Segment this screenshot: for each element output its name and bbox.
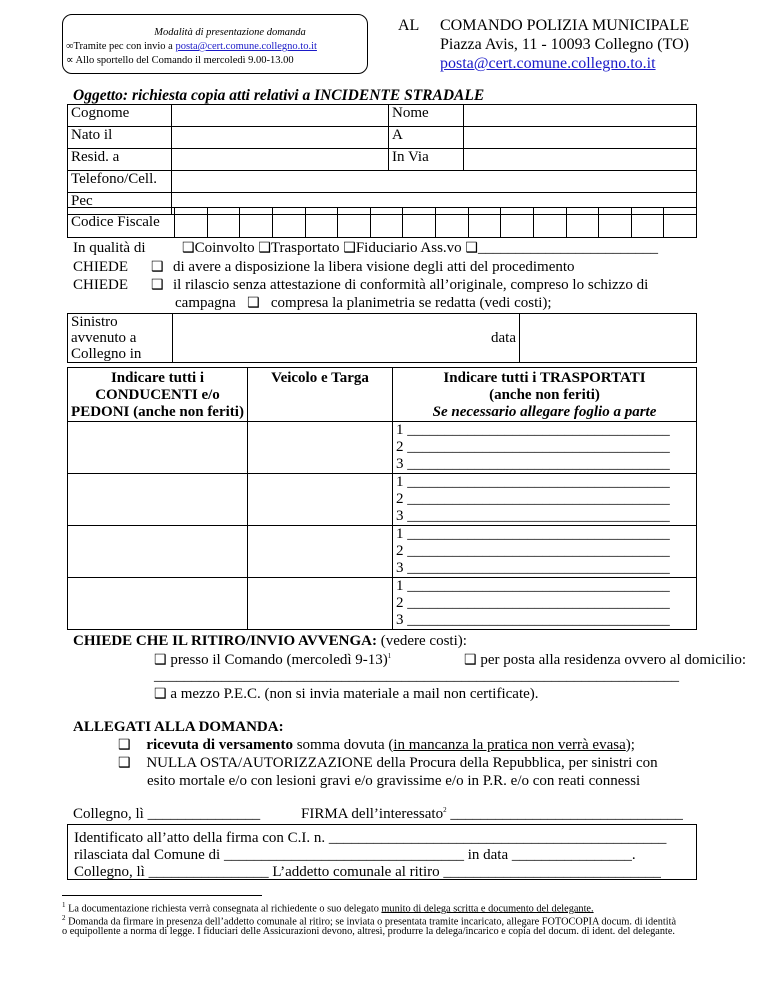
checkbox-icon[interactable]: ❑: [151, 278, 164, 293]
label-via: In Via: [389, 149, 464, 171]
resid-field[interactable]: [172, 149, 389, 171]
nato-field[interactable]: [172, 127, 389, 149]
checkbox-icon[interactable]: ❑: [182, 241, 195, 256]
cf-cell[interactable]: [272, 208, 305, 238]
cognome-field[interactable]: [172, 105, 389, 127]
label-codice-fiscale: Codice Fiscale: [68, 208, 175, 238]
ident-addetto-line[interactable]: Collegno, lì ________________ L’addetto comunale al ritiro _____________________________: [74, 864, 661, 880]
footnote-2: $^2$ Domanda da firmare in presenza dell’addetto comunale al ritiro; se inviata o presentata tramite incaricato, allegare FOTOCOPIA docum. di identità: [62, 914, 677, 928]
ritiro-title: CHIEDE CHE IL RITIRO/INVIO AVVENGA: (vedere costi):: [73, 633, 467, 649]
checkbox-icon[interactable]: ❑: [154, 687, 167, 702]
checkbox-icon[interactable]: ❑: [343, 241, 356, 256]
conducente-field[interactable]: [68, 474, 248, 526]
chiede-row-2b: [175, 295, 552, 312]
cf-cell[interactable]: [664, 208, 697, 238]
cf-cell[interactable]: [501, 208, 534, 238]
conducente-field[interactable]: [68, 578, 248, 630]
cf-cell[interactable]: [403, 208, 436, 238]
firma-interessato[interactable]: FIRMA dell’interessato$^2$ _______________________________: [301, 806, 683, 822]
ident-ci-line[interactable]: Identificato all’atto della firma con C.I. n. _____________________________________________: [74, 830, 667, 846]
recipient-name: COMANDO POLIZIA MUNICIPALE: [440, 17, 690, 34]
firma-luogo[interactable]: Collegno, lì _______________: [73, 806, 261, 822]
conducente-field[interactable]: [68, 422, 248, 474]
proportional-bullet-icon: ∝: [66, 55, 76, 66]
trasportati-lines[interactable]: 1 ___________________________________ 2 ___________________________________ 3 ___________________________________: [393, 526, 697, 578]
chiede-label: CHIEDE: [73, 259, 128, 275]
label-data: data: [491, 329, 516, 346]
ident-comune-line[interactable]: rilasciata dal Comune di ________________________________ in data ________________.: [74, 847, 636, 863]
chiede-row-1: [73, 259, 575, 276]
planimetria-text: compresa la planimetria se redatta (vedi costi);: [270, 295, 552, 311]
checkbox-icon[interactable]: ❑: [151, 260, 164, 275]
cf-cell[interactable]: [533, 208, 566, 238]
veicolo-field[interactable]: [248, 578, 393, 630]
nome-field[interactable]: [464, 105, 697, 127]
veicolo-field[interactable]: [248, 422, 393, 474]
veicolo-field[interactable]: [248, 474, 393, 526]
cf-cell[interactable]: [305, 208, 338, 238]
header-conducenti: Indicare tutti i CONDUCENTI e/o PEDONI (anche non feriti): [68, 368, 248, 422]
delivery-option-counter: Allo sportello del Comando il mercoledì 9.00-13.00: [75, 55, 294, 66]
label-nato: Nato il: [68, 127, 172, 149]
checkbox-icon[interactable]: ❑: [154, 653, 167, 668]
codice-fiscale-table: [67, 207, 697, 238]
cf-cell[interactable]: [370, 208, 403, 238]
chiede-label: CHIEDE: [73, 277, 128, 293]
footnote-2b: o equipollente a norma di legge. I fiduciari delle Assicurazioni devono, altresì, produrre la delega/incarico e copia del docum. di ident. del delegante.: [62, 926, 676, 937]
telefono-field[interactable]: [172, 171, 697, 193]
persone-coinvolte-table: [67, 367, 697, 630]
cf-cell[interactable]: [468, 208, 501, 238]
qualita-trasportato: Trasportato: [270, 240, 340, 256]
qualita-fiduciario: Fiduciario Ass.vo: [355, 240, 462, 256]
veicolo-field[interactable]: [248, 526, 393, 578]
allegati-item-2: ❑ NULLA OSTA/AUTORIZZAZIONE della Procura della Repubblica, per sinistri con: [118, 755, 658, 771]
ritiro-opt2: ❑ per posta alla residenza ovvero al domicilio:: [464, 652, 747, 668]
personal-data-table: [67, 104, 697, 215]
sinistro-label: Sinistro avvenuto a Collegno in: [68, 314, 173, 363]
label-cognome: Cognome: [68, 105, 172, 127]
sinistro-luogo-field[interactable]: [173, 314, 520, 363]
label-nome: Nome: [389, 105, 464, 127]
identificazione-box: [67, 824, 697, 880]
recipient-email-link[interactable]: posta@cert.comune.collegno.to.it: [440, 55, 656, 72]
footnote-1: $^1$ La documentazione richiesta verrà consegnata al richiedente o suo delegato munito di delega scritta e documento del delegante.: [62, 901, 594, 915]
via-field[interactable]: [464, 149, 697, 171]
label-a: A: [389, 127, 464, 149]
checkbox-icon[interactable]: ❑: [464, 653, 477, 668]
cf-cell[interactable]: [436, 208, 469, 238]
header-trasportati: Indicare tutti i TRASPORTATI (anche non feriti) Se necessario allegare foglio a parte: [393, 368, 697, 422]
cf-cell[interactable]: [207, 208, 240, 238]
ritiro-opt3: ❑ a mezzo P.E.C. (non si invia materiale a mail non certificate).: [154, 686, 539, 702]
qualita-label: In qualità di: [73, 240, 146, 256]
cf-cell[interactable]: [631, 208, 664, 238]
trasportati-lines[interactable]: 1 ___________________________________ 2 ___________________________________ 3 ___________________________________: [393, 474, 697, 526]
checkbox-icon[interactable]: ❑: [465, 241, 478, 256]
chiede-visione-text: di avere a disposizione la libera visione degli atti del procedimento: [173, 259, 575, 275]
recipient-address: [440, 16, 689, 73]
luogo-nascita-field[interactable]: [464, 127, 697, 149]
pec-link[interactable]: posta@cert.comune.collegno.to.it: [175, 41, 317, 52]
qualita-row: [73, 240, 658, 257]
sinistro-table: [67, 313, 697, 363]
delivery-option-pec: Tramite pec con invio a: [73, 41, 176, 52]
delivery-mode-box: [62, 14, 368, 74]
checkbox-icon[interactable]: ❑: [258, 241, 271, 256]
label-telefono: Telefono/Cell.: [68, 171, 172, 193]
subject-line: Oggetto: richiesta copia atti relativi a INCIDENTE STRADALE: [73, 87, 485, 104]
delivery-mode-caption: Modalità di presentazione domanda: [154, 27, 306, 38]
infinity-bullet-icon: ∞: [66, 41, 74, 52]
recipient-al: AL: [398, 17, 420, 34]
label-resid: Resid. a: [68, 149, 172, 171]
chiede-row-2: [73, 277, 649, 294]
cf-cell[interactable]: [566, 208, 599, 238]
allegati-title: ALLEGATI ALLA DOMANDA:: [73, 719, 284, 735]
checkbox-icon[interactable]: ❑: [118, 738, 131, 753]
qualita-coinvolto: Coinvolto: [194, 240, 255, 256]
conducente-field[interactable]: [68, 526, 248, 578]
allegati-item-2b: esito mortale e/o con lesioni gravi e/o gravissime e/o in P.R. e/o con reati connessi: [147, 773, 641, 789]
cf-cell[interactable]: [240, 208, 273, 238]
allegati-item-1: ❑ ricevuta di versamento somma dovuta (in mancanza la pratica non verrà evasa);: [118, 737, 635, 753]
qualita-other-blank[interactable]: ________________________: [477, 240, 658, 256]
header-veicolo: Veicolo e Targa: [248, 368, 393, 422]
sinistro-data-field[interactable]: [520, 314, 697, 363]
campagna-text: campagna: [175, 295, 236, 311]
chiede-rilascio-text: il rilascio senza attestazione di conformità all’originale, compreso lo schizzo di: [173, 277, 649, 293]
cf-cell[interactable]: [338, 208, 371, 238]
trasportati-lines[interactable]: 1 ___________________________________ 2 ___________________________________ 3 ___________________________________: [393, 578, 697, 630]
cf-cell[interactable]: [599, 208, 632, 238]
recipient-street: Piazza Avis, 11 - 10093 Collegno (TO): [440, 36, 689, 53]
trasportati-lines[interactable]: 1 ___________________________________ 2 ___________________________________ 3 ___________________________________: [393, 422, 697, 474]
ritiro-opt1: ❑ presso il Comando (mercoledì 9-13)$^1$: [154, 652, 392, 668]
checkbox-icon[interactable]: ❑: [118, 756, 131, 771]
label-pec: Pec: [68, 193, 172, 215]
footnote-divider: [62, 895, 262, 896]
cf-cell[interactable]: [175, 208, 208, 238]
ritiro-address-blank[interactable]: ______________________________________________________________________: [154, 668, 679, 684]
checkbox-icon[interactable]: ❑: [247, 296, 260, 311]
